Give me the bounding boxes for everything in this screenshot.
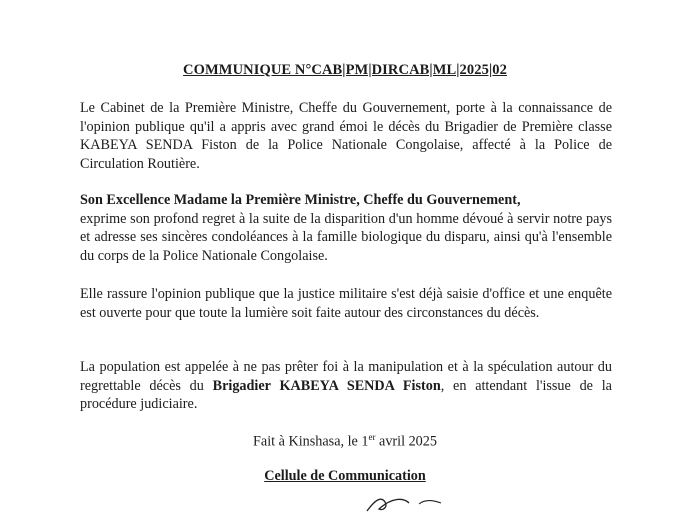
date-suffix: avril 2025 xyxy=(375,433,437,450)
date-prefix: Fait à Kinshasa, le 1 xyxy=(253,433,369,450)
paragraph-appeal xyxy=(80,358,612,414)
appeal-text-start: La population est appelée à ne pas prêter foi à la manipulation et à la spéculation autour du regrettable décès du xyxy=(80,359,612,394)
signatory-office: Cellule de Communication xyxy=(264,468,426,484)
date-superscript: er xyxy=(368,432,376,442)
communique-title: COMMUNIQUE N°CAB|PM|DIRCAB|ML|2025|02 xyxy=(183,62,507,78)
handwritten-signature xyxy=(355,494,445,512)
paragraph-condolences xyxy=(80,191,612,265)
condolences-text: exprime son profond regret à la suite de la disparition d'un homme dévoué à servir notre pays et adresse ses sincères condoléances à la famille biologique du disparu, ainsi qu'à l'ensemble du corps de la Police Nationale Congolaise. xyxy=(80,210,612,264)
appeal-text-end: , en attendant l'issue de la procédure judiciaire. xyxy=(80,377,612,412)
prime-minister-heading: Son Excellence Madame la Première Ministre, Cheffe du Gouvernement, xyxy=(80,192,521,208)
paragraph-investigation: Elle rassure l'opinion publique que la justice militaire s'est déjà saisie d'office et une enquête est ouverte pour que toute la lumière soit faite autour des circonstances du décès. xyxy=(80,286,612,321)
place-and-date xyxy=(0,432,690,451)
paragraph-announcement: Le Cabinet de la Première Ministre, Cheffe du Gouvernement, porte à la connaissance de l'opinion publique qu'il a appris avec grand émoi le décès du Brigadier de Première classe KABEYA SENDA Fiston de la Police Nationale Congolaise, affecté à la Police de Circulation Routière. xyxy=(80,100,612,172)
brigadier-name: Brigadier KABEYA SENDA Fiston xyxy=(212,377,441,394)
